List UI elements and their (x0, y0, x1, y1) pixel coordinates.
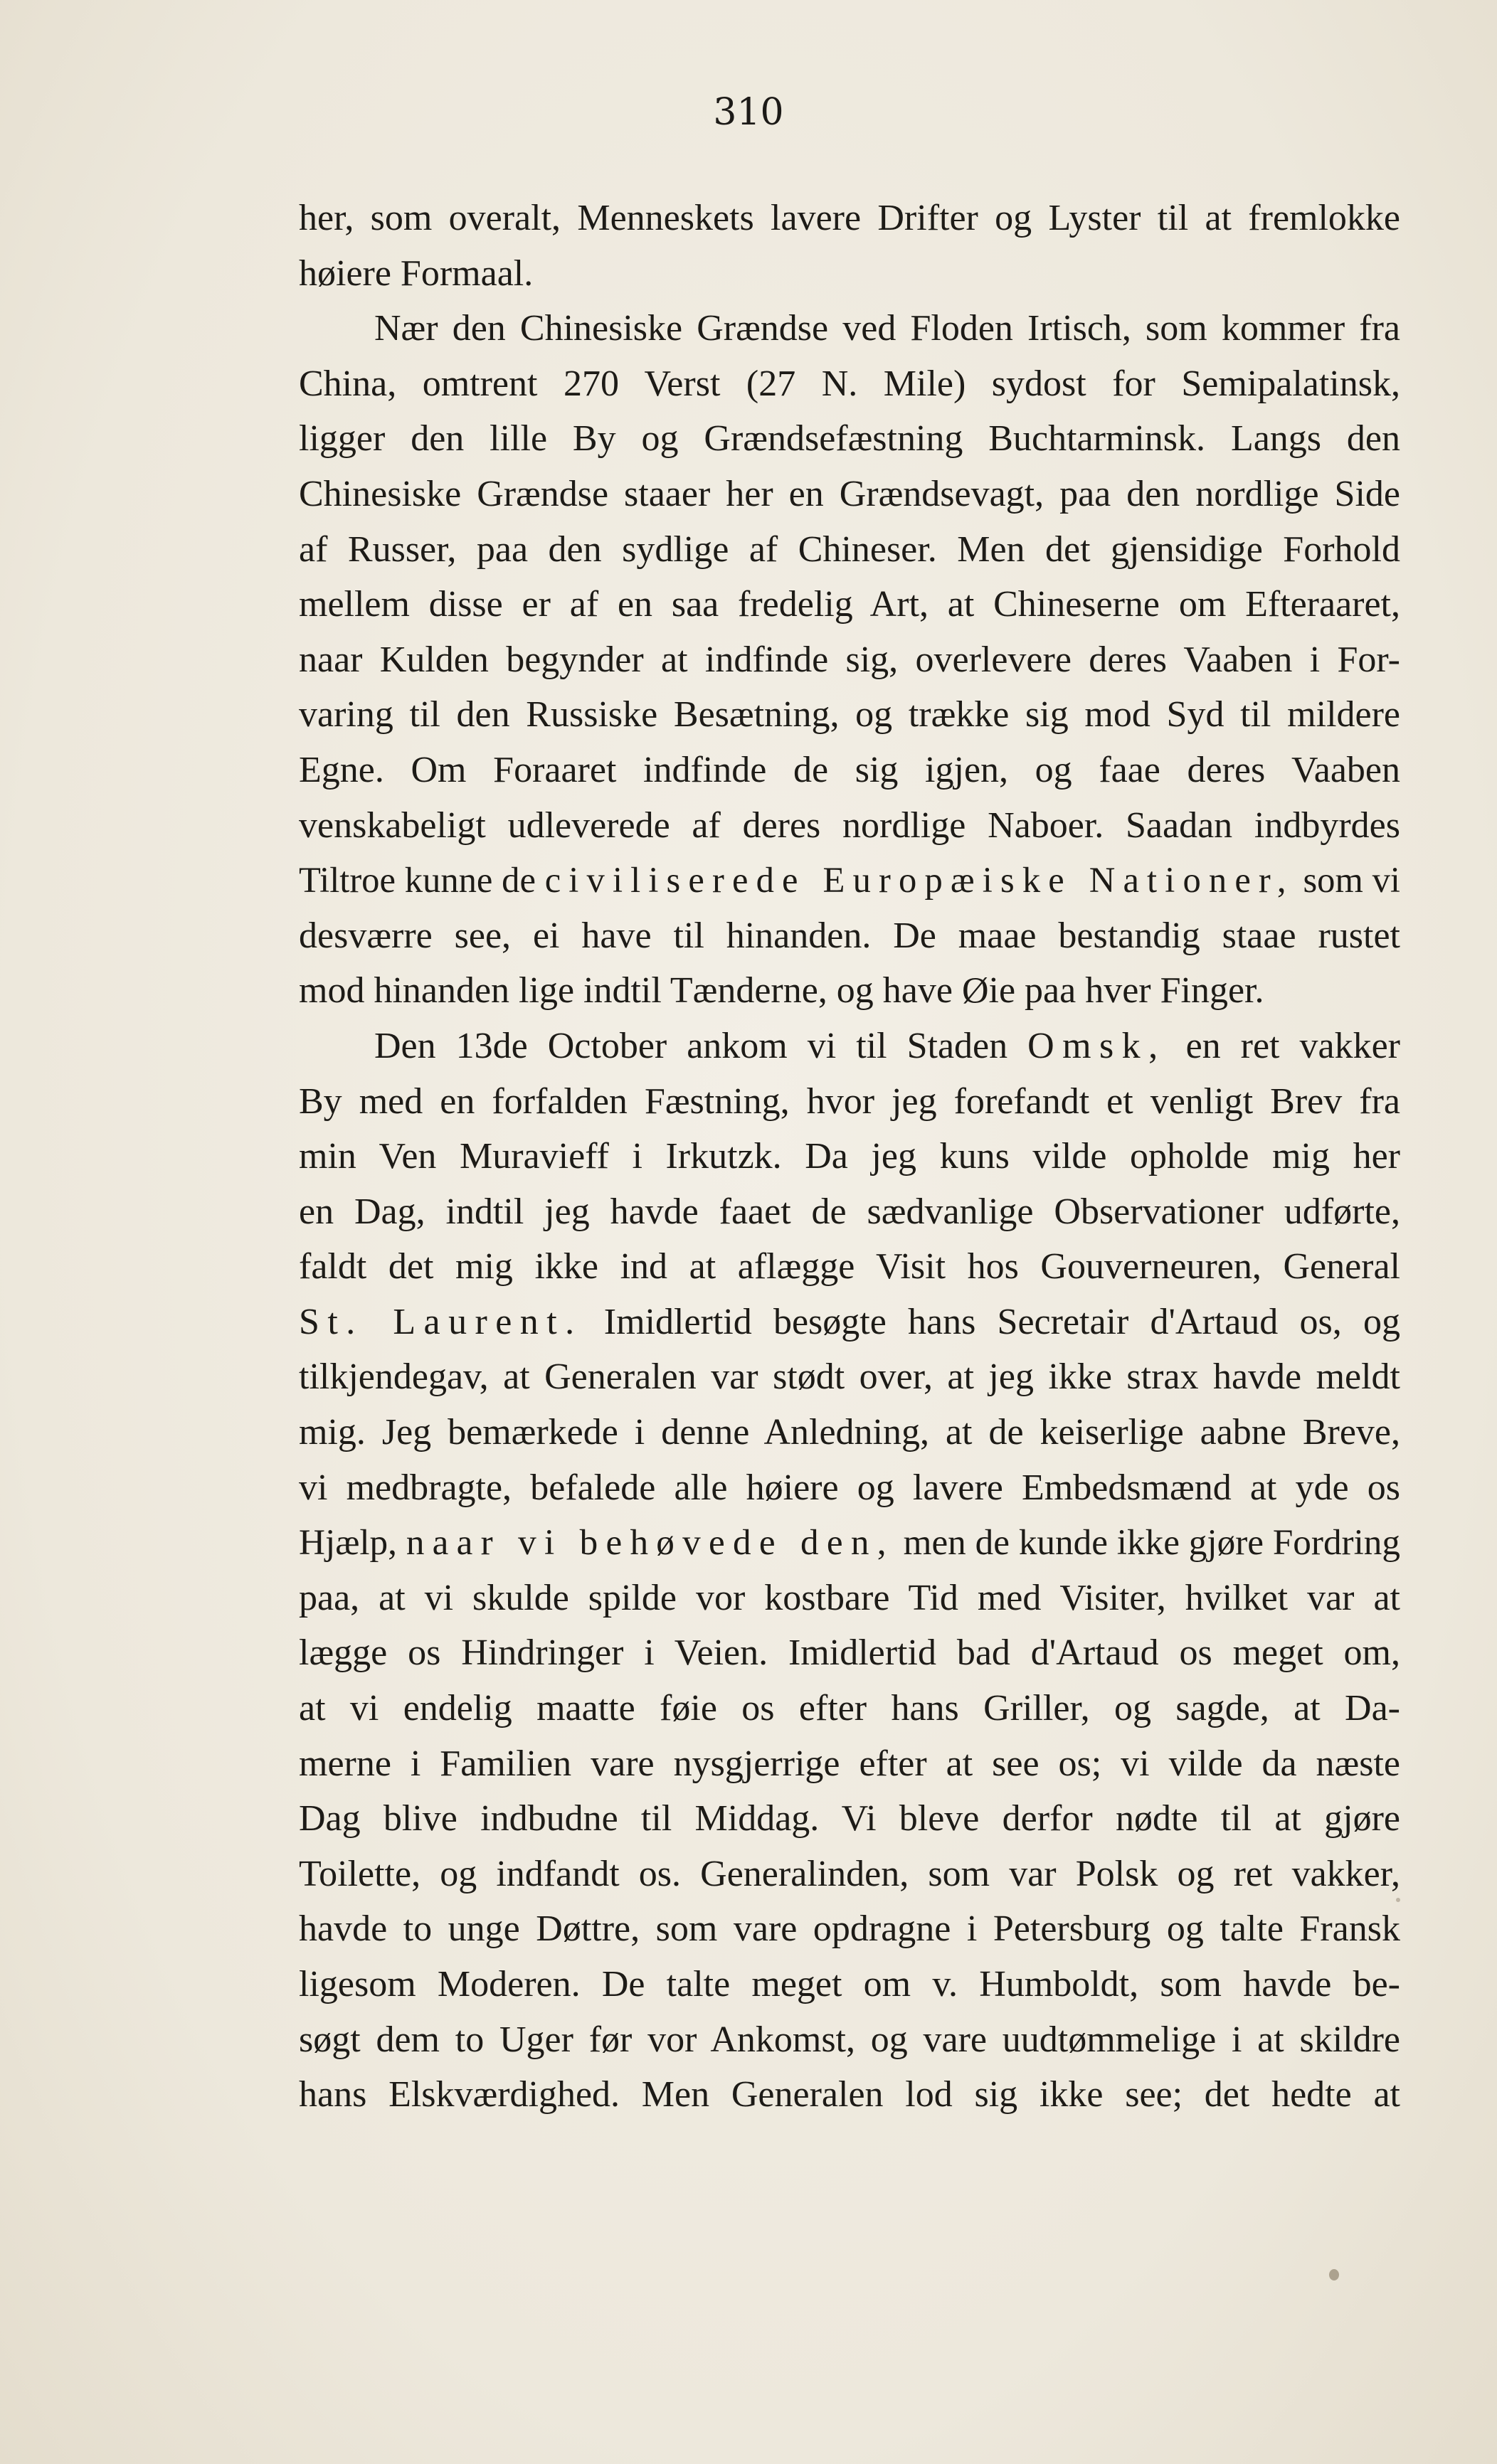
text-line: Tiltroe kunne de civiliserede Europæiske Nationer, som vi (299, 860, 1400, 901)
text-line: By med en forfalden Fæstning, hvor jeg forefandt et venligt Brev fra (299, 1080, 1400, 1122)
body-text (299, 191, 1400, 2123)
text-line: lægge os Hindringer i Veien. Imidlertid bad d'Artaud os meget om, (299, 1632, 1400, 1674)
text-line: havde to unge Døttre, som vare opdragne i Petersburg og talte Fransk (299, 1908, 1400, 1950)
page-number: 310 (713, 91, 784, 134)
spaced-emphasis: Omsk, (1027, 1025, 1166, 1066)
text-line: paa, at vi skulde spilde vor kostbare Tid med Visiter, hvilket var at (299, 1577, 1400, 1618)
text-line: Egne. Om Foraaret indfinde de sig igjen, og faae deres Vaaben (299, 749, 1400, 790)
text-line: Toilette, og indfandt os. Generalinden, som var Polsk og ret vakker, (299, 1853, 1400, 1894)
text-line: desværre see, ei have til hinanden. De maae bestandig staae rustet (299, 915, 1400, 956)
text-line: vi medbragte, befalede alle høiere og lavere Embedsmænd at yde os (299, 1467, 1400, 1508)
spaced-emphasis: naar vi behøvede den, (406, 1522, 894, 1563)
text-line: St. Laurent. Imidlertid besøgte hans Secretair d'Artaud os, og (299, 1301, 1400, 1342)
text-line: mellem disse er af en saa fredelig Art, at Chineserne om Efteraaret, (299, 584, 1400, 625)
text-line: hans Elskværdighed. Men Generalen lod sig ikke see; det hedte at (299, 2074, 1400, 2115)
text-line: min Ven Muravieff i Irkutzk. Da jeg kuns vilde opholde mig her (299, 1136, 1400, 1177)
text-line: høiere Formaal. (299, 253, 534, 294)
text-line: Hjælp, naar vi behøvede den, men de kunde ikke gjøre Fordring (299, 1522, 1400, 1563)
text-line: venskabeligt udleverede af deres nordlige Naboer. Saadan indbyrdes (299, 804, 1400, 846)
text-line: ligger den lille By og Grændsefæstning Buchtarminsk. Langs den (299, 418, 1400, 460)
text-line: tilkjendegav, at Generalen var stødt over, at jeg ikke strax havde meldt (299, 1356, 1400, 1398)
text-line: Chinesiske Grændse staaer her en Grændsevagt, paa den nordlige Side (299, 473, 1400, 514)
text-line: merne i Familien vare nysgjerrige efter at see os; vi vilde da næste (299, 1743, 1400, 1784)
text-line: ligesom Moderen. De talte meget om v. Humboldt, som havde be- (299, 1964, 1400, 2004)
text-line: her, som overalt, Menneskets lavere Drifter og Lyster til at fremlokke (299, 198, 1400, 238)
text-line: China, omtrent 270 Verst (27 N. Mile) sydost for Semipalatinsk, (299, 363, 1400, 404)
spaced-emphasis: civiliserede Europæiske Nationer, (544, 860, 1294, 901)
text-line: af Russer, paa den sydlige af Chineser. Men det gjensidige Forhold (299, 529, 1400, 570)
text-line: Nær den Chinesiske Grændse ved Floden Irtisch, som kommer fra (374, 308, 1400, 349)
text-line: en Dag, indtil jeg havde faaet de sædvanlige Observationer udførte, (299, 1191, 1400, 1232)
text-line: naar Kulden begynder at indfinde sig, overlevere deres Vaaben i For- (299, 639, 1400, 680)
text-line: mig. Jeg bemærkede i denne Anledning, at de keiserlige aabne Breve, (299, 1412, 1400, 1453)
text-line: søgt dem to Uger før vor Ankomst, og vare uudtømmelige i at skildre (299, 2019, 1400, 2060)
spaced-emphasis: St. Laurent. (299, 1301, 583, 1342)
text-line: Den 13de October ankom vi til Staden Omsk, en ret vakker (374, 1025, 1400, 1066)
text-line: varing til den Russiske Besætning, og trække sig mod Syd til mildere (299, 694, 1400, 736)
text-line: Dag blive indbudne til Middag. Vi bleve derfor nødte til at gjøre (299, 1798, 1400, 1839)
text-line: mod hinanden lige indtil Tænderne, og have Øie paa hver Finger. (299, 970, 1264, 1011)
ink-speck (1329, 2269, 1339, 2280)
text-line: faldt det mig ikke ind at aflægge Visit hos Gouverneuren, General (299, 1246, 1400, 1287)
text-line: at vi endelig maatte føie os efter hans Griller, og sagde, at Da- (299, 1688, 1400, 1729)
ink-speck (1396, 1898, 1400, 1902)
